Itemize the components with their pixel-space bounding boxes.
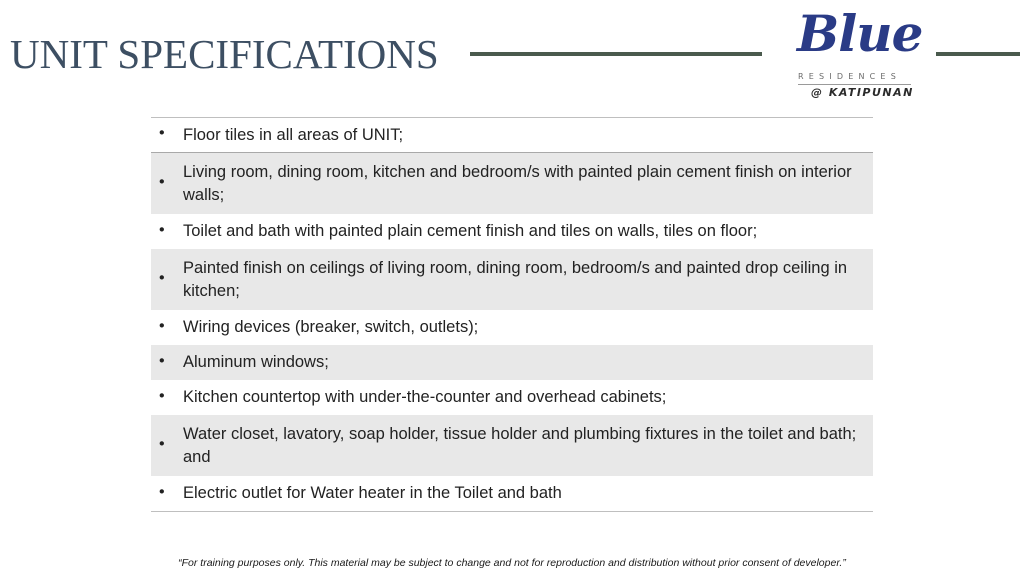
spec-row: [151, 415, 873, 476]
title-divider-right: [936, 52, 1020, 56]
logo-divider: [798, 84, 911, 85]
bullet-icon: •: [159, 317, 165, 335]
bullet-icon: •: [159, 387, 165, 405]
spec-row: [151, 249, 873, 310]
spec-text: Kitchen countertop with under-the-counter and overhead cabinets;: [183, 388, 667, 406]
bullet-icon: •: [159, 483, 165, 501]
spec-text: Electric outlet for Water heater in the Toilet and bath: [183, 484, 562, 502]
spec-text: Wiring devices (breaker, switch, outlets);: [183, 318, 479, 336]
bullet-icon: •: [159, 124, 165, 142]
spec-text: Living room, dining room, kitchen and bedroom/s with painted plain cement finish on interior walls;: [183, 162, 852, 204]
bullet-icon: •: [159, 435, 165, 453]
spec-row: [151, 153, 873, 214]
brand-logo: [795, 4, 925, 104]
disclaimer-footer: “For training purposes only. This material may be subject to change and not for reproduction and distribution without prior consent of developer.”: [178, 557, 846, 569]
spec-text: Painted finish on ceilings of living room, dining room, bedroom/s and painted drop ceiling in kitchen;: [183, 258, 848, 300]
logo-location: @ KATIPUNAN: [811, 86, 914, 99]
bullet-icon: •: [159, 269, 165, 287]
bullet-icon: •: [159, 173, 165, 191]
spec-row: [151, 310, 873, 345]
spec-row: [151, 118, 873, 153]
logo-wordmark: Blue: [797, 4, 923, 63]
bullet-icon: •: [159, 221, 165, 239]
spec-text: Toilet and bath with painted plain cement finish and tiles on walls, tiles on floor;: [183, 222, 758, 240]
bullet-icon: •: [159, 352, 165, 370]
title-divider-left: [470, 52, 762, 56]
spec-row: [151, 345, 873, 380]
spec-text: Water closet, lavatory, soap holder, tissue holder and plumbing fixtures in the toilet and bath; and: [183, 424, 857, 466]
spec-row: [151, 214, 873, 249]
spec-row: [151, 380, 873, 415]
spec-text: Floor tiles in all areas of UNIT;: [183, 125, 404, 144]
spec-text: Aluminum windows;: [183, 353, 329, 371]
spec-row: [151, 476, 873, 511]
page-title: UNIT SPECIFICATIONS: [10, 31, 439, 77]
logo-subtitle: RESIDENCES: [798, 72, 901, 81]
specifications-table: [151, 117, 873, 512]
